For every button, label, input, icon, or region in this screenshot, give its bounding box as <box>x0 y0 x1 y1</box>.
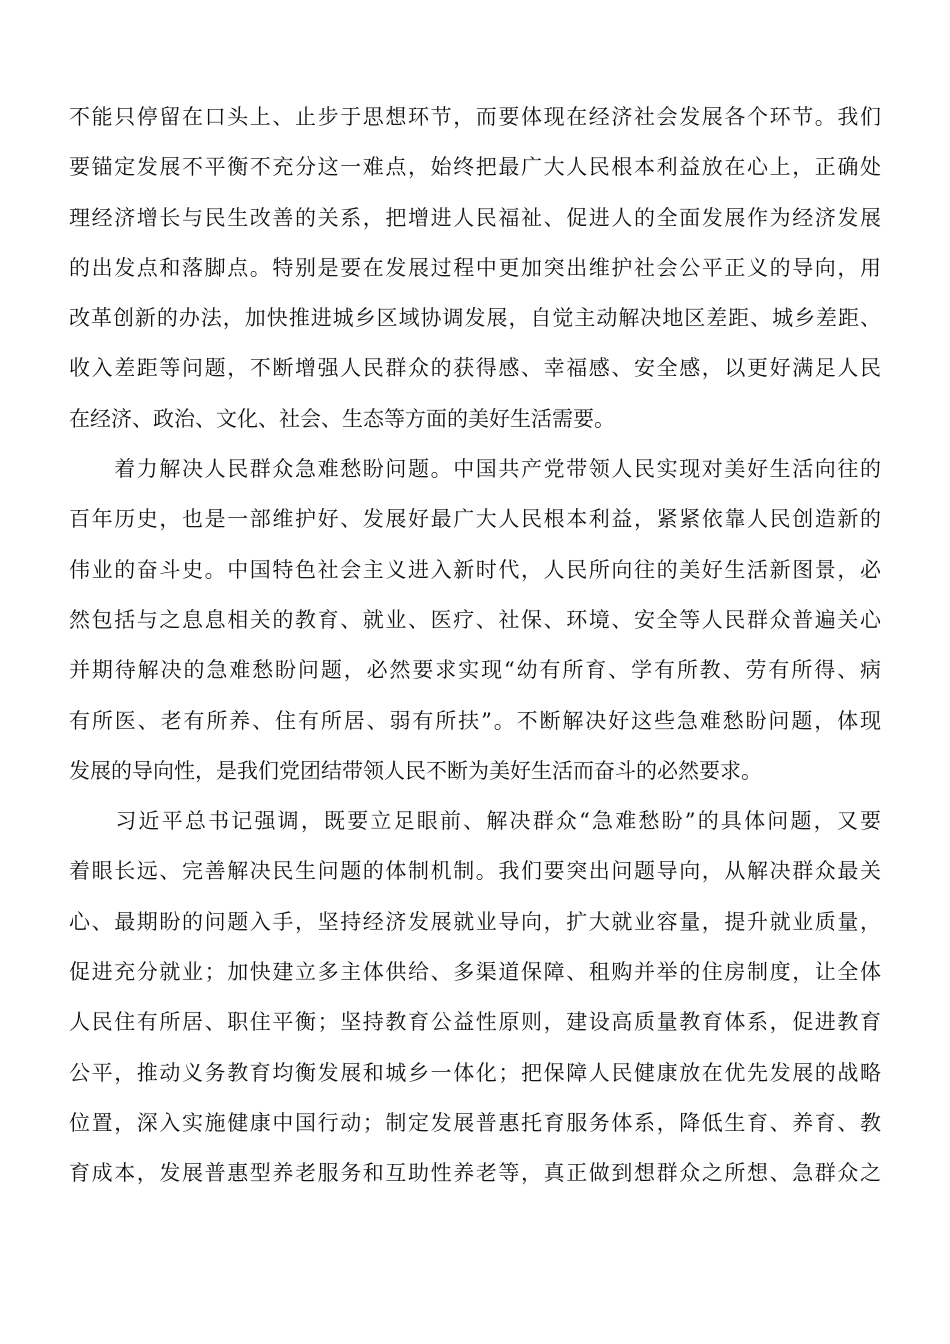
paragraph-3-line-3: 心、最期盼的问题入手，坚持经济发展就业导向，扩大就业容量，提升就业质量， <box>69 909 881 934</box>
paragraph-1-line-1: 不能只停留在口头上、止步于思想环节，而要体现在经济社会发展各个环节。我们 <box>69 105 881 129</box>
paragraph-3-line-8: 育成本，发展普惠型养老服务和互助性养老等，真正做到想群众之所想、急群众之 <box>69 1161 881 1186</box>
paragraph-1-line-5: 改革创新的办法，加快推进城乡区域协调发展，自觉主动解决地区差距、城乡差距、 <box>69 306 881 331</box>
paragraph-2-line-6: 有所医、老有所养、住有所居、弱有所扶”。不断解决好这些急难愁盼问题，体现 <box>69 708 881 733</box>
paragraph-3-line-5: 人民住有所居、职住平衡；坚持教育公益性原则，建设高质量教育体系，促进教育 <box>69 1010 881 1035</box>
paragraph-2-line-1: 着力解决人民群众急难愁盼问题。中国共产党带领人民实现对美好生活向往的 <box>69 457 881 482</box>
paragraph-1-line-7: 在经济、政治、文化、社会、生态等方面的美好生活需要。 <box>69 406 615 431</box>
paragraph-2-line-7: 发展的导向性，是我们党团结带领人民不断为美好生活而奋斗的必然要求。 <box>69 758 762 783</box>
paragraph-3-line-2: 着眼长远、完善解决民生问题的体制机制。我们要突出问题导向，从解决群众最关 <box>69 859 881 884</box>
paragraph-2-line-2: 百年历史，也是一部维护好、发展好最广大人民根本利益，紧紧依靠人民创造新的 <box>69 507 881 532</box>
document-body <box>69 92 881 1199</box>
paragraph-1-line-2: 要锚定发展不平衡不充分这一难点，始终把最广大人民根本利益放在心上，正确处 <box>69 155 881 180</box>
paragraph-1-line-3: 理经济增长与民生改善的关系，把增进人民福祉、促进人的全面发展作为经济发展 <box>69 205 881 230</box>
paragraph-3-line-4: 促进充分就业；加快建立多主体供给、多渠道保障、租购并举的住房制度，让全体 <box>69 960 881 985</box>
paragraph-3-line-7: 位置，深入实施健康中国行动；制定发展普惠托育服务体系，降低生育、养育、教 <box>69 1110 881 1135</box>
paragraph-1-line-6: 收入差距等问题，不断增强人民群众的获得感、幸福感、安全感，以更好满足人民 <box>69 356 881 381</box>
paragraph-1-line-4: 的出发点和落脚点。特别是要在发展过程中更加突出维护社会公平正义的导向，用 <box>69 255 881 280</box>
paragraph-3-line-1: 习近平总书记强调，既要立足眼前、解决群众“急难愁盼”的具体问题，又要 <box>69 809 881 834</box>
paragraph-3-line-6: 公平，推动义务教育均衡发展和城乡一体化；把保障人民健康放在优先发展的战略 <box>69 1060 881 1085</box>
paragraph-2-line-4: 然包括与之息息相关的教育、就业、医疗、社保、环境、安全等人民群众普遍关心 <box>69 607 881 632</box>
paragraph-2-line-3: 伟业的奋斗史。中国特色社会主义进入新时代，人民所向往的美好生活新图景，必 <box>69 557 881 582</box>
paragraph-2-line-5: 并期待解决的急难愁盼问题，必然要求实现“幼有所育、学有所教、劳有所得、病 <box>69 658 881 683</box>
